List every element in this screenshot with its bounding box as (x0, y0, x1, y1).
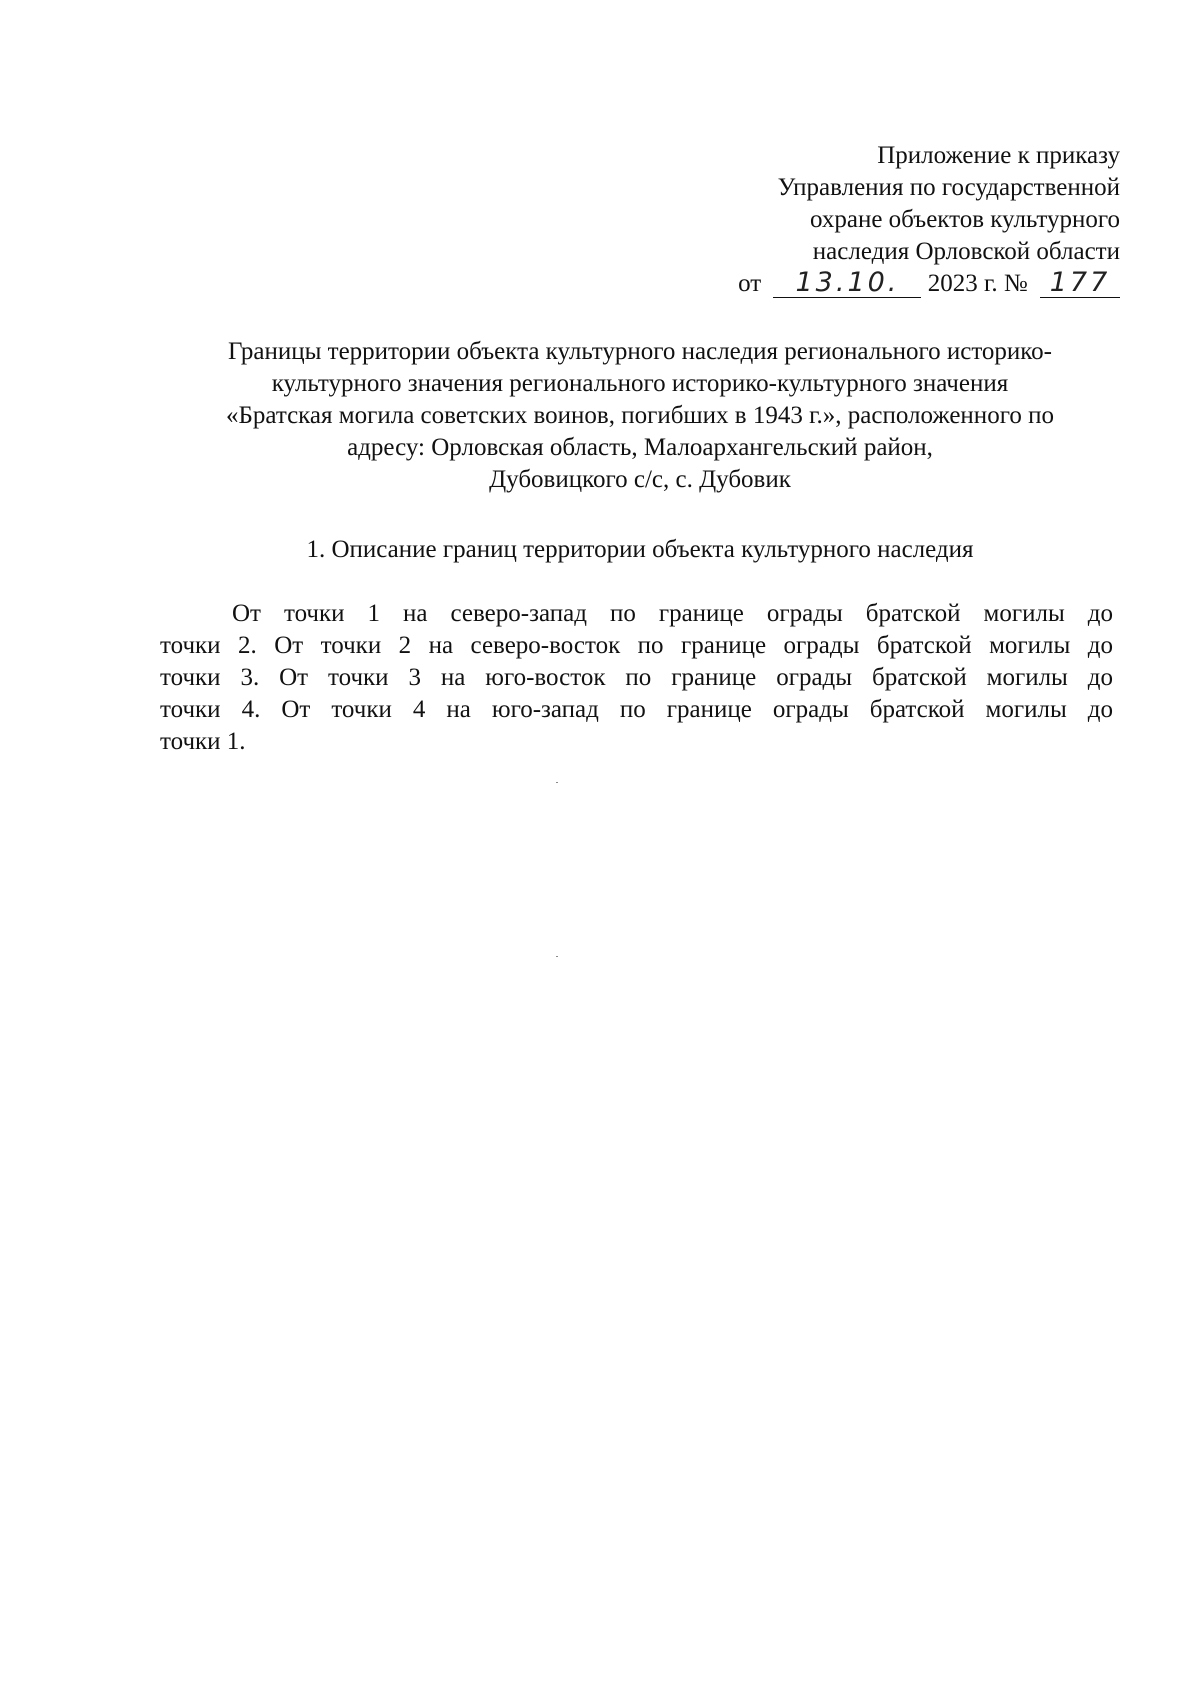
body-line-5: точки 1. (160, 728, 246, 755)
section-heading: 1. Описание границ территории объекта культурного наследия (306, 536, 974, 563)
document-title (160, 336, 1120, 496)
appendix-line-2: Управления по государственной (777, 174, 1120, 201)
scan-speck (556, 782, 558, 783)
body-line-1: От точки 1 на северо-запад по границе ограды братской могилы до (232, 600, 1113, 627)
boundary-description (160, 598, 1113, 758)
body-line-3: точки 3. От точки 3 на юго-восток по границе ограды братской могилы до (160, 664, 1113, 691)
title-line-1: Границы территории объекта культурного наследия регионального историко- (227, 338, 1053, 365)
handwritten-date: 13.10. (773, 269, 921, 298)
appendix-line-1: Приложение к приказу (877, 142, 1120, 169)
appendix-line-3: охране объектов культурного (809, 206, 1120, 233)
order-date-line (660, 268, 1120, 300)
title-line-4: адресу: Орловская область, Малоархангельский район, (347, 434, 933, 461)
appendix-header (660, 140, 1120, 300)
appendix-line-4: наследия Орловской области (812, 238, 1120, 265)
title-line-5: Дубовицкого с/с, с. Дубовик (489, 466, 791, 493)
body-line-2: точки 2. От точки 2 на северо-восток по границе ограды братской могилы до (160, 632, 1113, 659)
title-line-3: «Братская могила советских воинов, погибших в 1943 г.», расположенного по (226, 402, 1054, 429)
year-number-label: 2023 г. № (927, 270, 1028, 297)
body-line-4: точки 4. От точки 4 на юго-запад по границе ограды братской могилы до (160, 696, 1113, 723)
handwritten-order-number: 177 (1040, 269, 1120, 298)
date-prefix: от (738, 270, 762, 297)
title-line-2: культурного значения регионального историко-культурного значения (271, 370, 1009, 397)
scan-speck (556, 956, 558, 957)
